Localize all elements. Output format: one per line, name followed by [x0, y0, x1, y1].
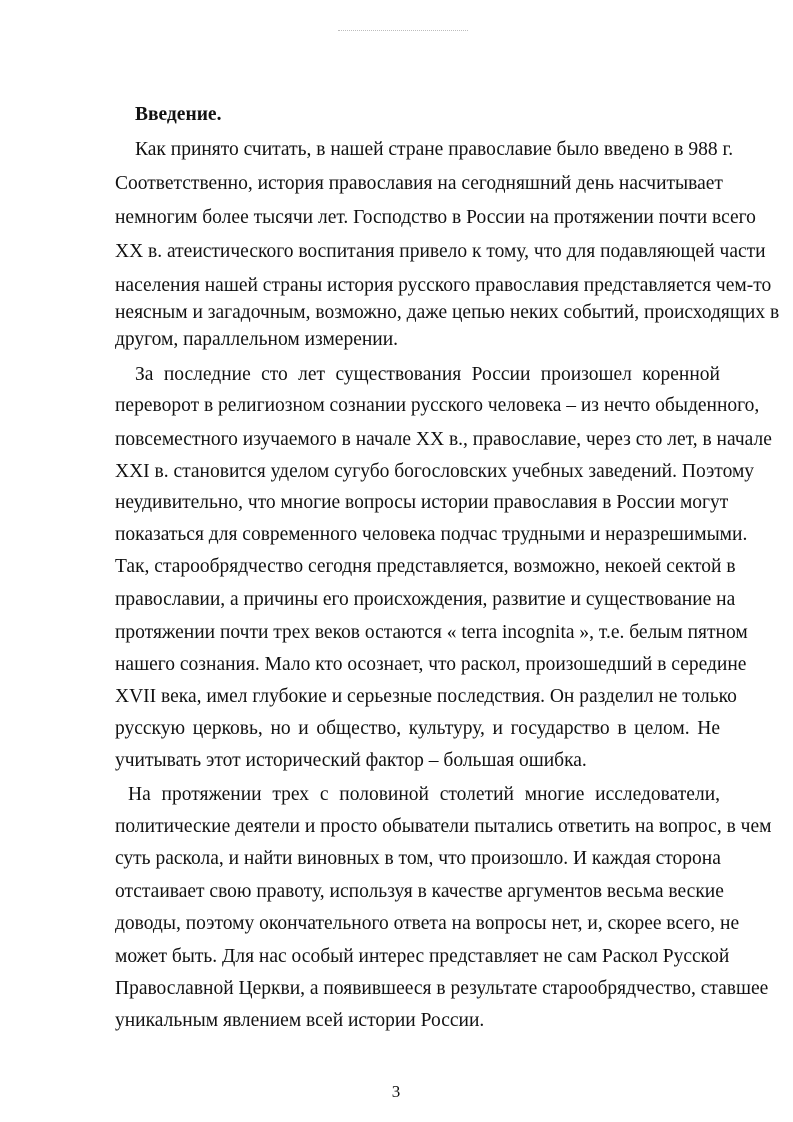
- text-line: доводы, поэтому окончательного ответа на вопросы нет, и, скорее всего, не: [115, 913, 740, 934]
- text-line: Православной Церкви, а появившееся в результате старообрядчество, ставшее: [115, 978, 769, 999]
- text-line: может быть. Для нас особый интерес представляет не сам Раскол Русской: [115, 946, 730, 967]
- text-line: показаться для современного человека подчас трудными и неразрешимыми.: [115, 524, 748, 545]
- text-line: православии, а причины его происхождения, развитие и существование на: [115, 589, 736, 610]
- text-line: За последние сто лет существования России произошел коренной: [135, 364, 720, 385]
- text-line: XXI в. становится уделом сугубо богословских учебных заведений. Поэтому: [115, 461, 755, 482]
- text-line: неясным и загадочным, возможно, даже цепью неких событий, происходящих в: [115, 302, 780, 323]
- text-line: протяжении почти трех веков остаются « terra incognita », т.е. белым пятном: [115, 622, 748, 643]
- text-line: учитывать этот исторический фактор – большая ошибка.: [115, 750, 587, 771]
- text-line: другом, параллельном измерении.: [115, 329, 399, 350]
- text-line: Как принято считать, в нашей стране православие было введено в 988 г.: [135, 139, 734, 160]
- text-line: отстаивает свою правоту, используя в качестве аргументов весьма веские: [115, 881, 724, 902]
- text-line: неудивительно, что многие вопросы истории православия в России могут: [115, 492, 729, 513]
- text-line: политические деятели и просто обыватели пытались ответить на вопрос, в чем: [115, 816, 772, 837]
- section-heading: Введение.: [135, 104, 222, 125]
- text-line: суть раскола, и найти виновных в том, что произошло. И каждая сторона: [115, 848, 721, 869]
- text-line: XVII века, имел глубокие и серьезные последствия. Он разделил не только: [115, 686, 737, 707]
- text-line: повсеместного изучаемого в начале XX в., православие, через сто лет, в начале: [115, 429, 772, 450]
- text-line: переворот в религиозном сознании русского человека – из нечто обыденного,: [115, 395, 760, 416]
- text-line: На протяжении трех с половиной столетий многие исследователи,: [128, 784, 720, 805]
- page-number: 3: [391, 1082, 401, 1101]
- text-line: нашего сознания. Мало кто осознает, что раскол, произошедший в середине: [115, 654, 747, 675]
- text-line: населения нашей страны история русского православия представляется чем-то: [115, 275, 772, 296]
- text-line: русскую церковь, но и общество, культуру, и государство в целом. Не: [115, 718, 720, 739]
- text-line: уникальным явлением всей истории России.: [115, 1010, 485, 1031]
- text-line: немногим более тысячи лет. Господство в России на протяжении почти всего: [115, 207, 756, 228]
- text-line: XX в. атеистического воспитания привело к тому, что для подавляющей части: [115, 241, 766, 262]
- scan-artifact-line: [338, 30, 468, 31]
- text-line: Соответственно, история православия на сегодняшний день насчитывает: [115, 173, 723, 194]
- text-line: Так, старообрядчество сегодня представляется, возможно, некоей сектой в: [115, 556, 736, 577]
